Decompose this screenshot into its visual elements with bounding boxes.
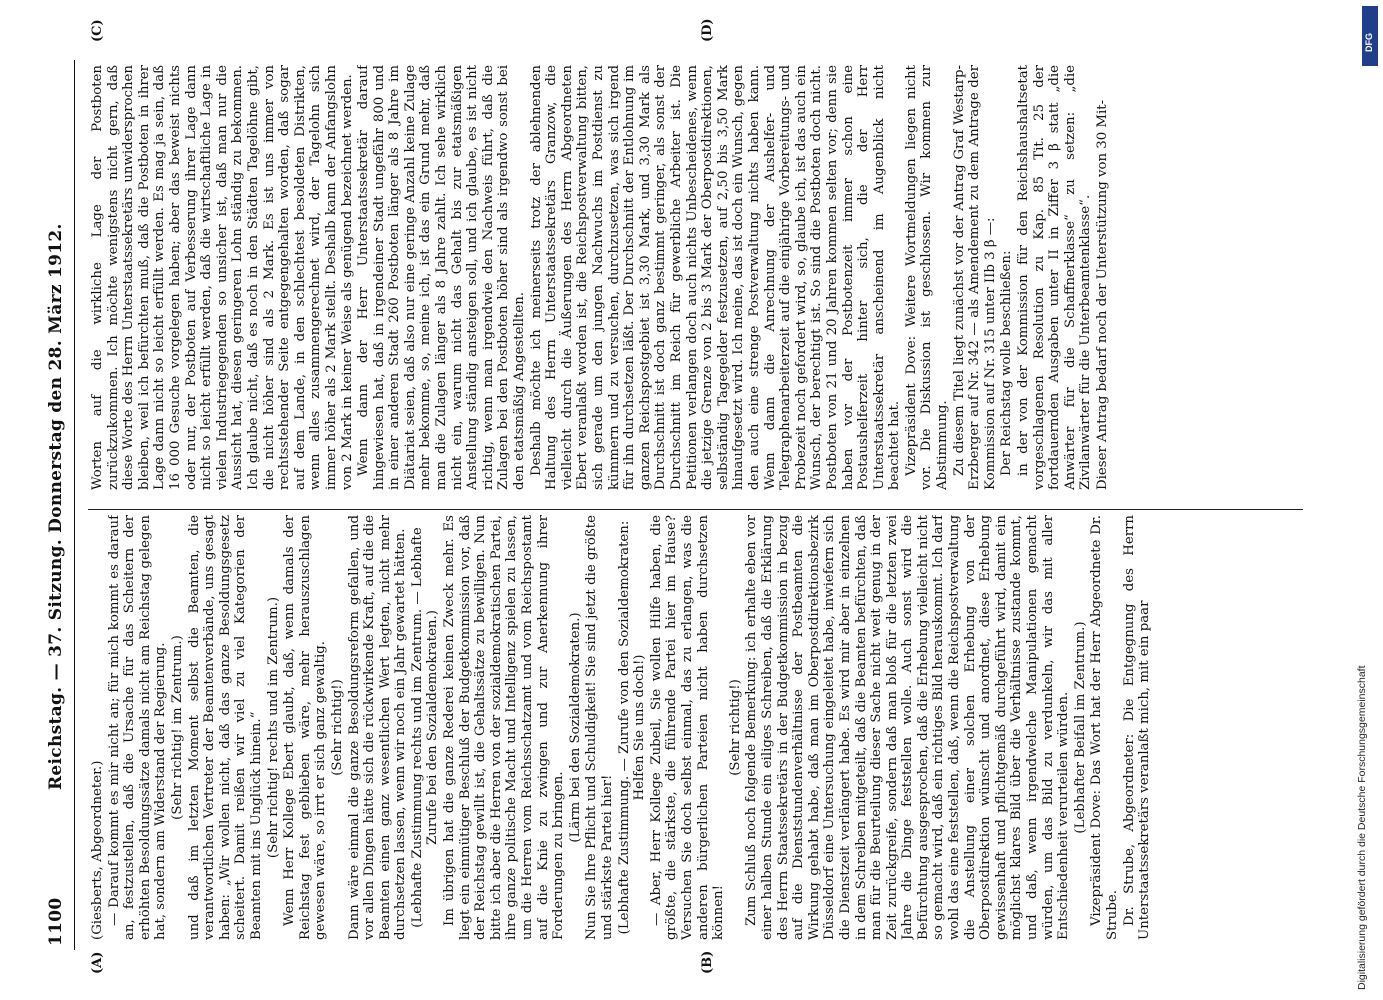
interjection: (Sehr richtig! im Zentrum.) — [169, 635, 185, 820]
paragraph: in der von der Kommission für den Reichshaushaltsetat vorgeschlagenen Resolution zu Kap. 85 Tit. 25 der fortdauernden Ausgaben unter II in Ziffer 3 β statt „die Anwärter für die Schaffnerklasse“ zu setzen: „die Zivilanwärter für die Unterbeamtenklasse“. — [1016, 65, 1094, 490]
paragraph: Wenn dann der Herr Unterstaatssekretär darauf hingewiesen hat, daß in irgendeiner Stadt ungefähr 800 und in einer anderen Stadt 260 Postboten länger als 8 Jahre im Diätariat seien, daß also nur eine geringe Anzahl keine Zulage mehr bekomme, so, meine ich, ist das ein Grund mehr, daß man die Zulagen länger als 8 Jahre zahlt. Ich sehe wirklich nicht ein, warum nicht das Gehalt bis zur etatsmäßigen Anstellung ständig ansteigen soll, und ich glaube, es ist nicht richtig, wenn man irgendwie den Nachweis führt, daß die Zulagen bei den Postboten höher sind als irgendwo sonst bei den etatsmäßig Angestellten. — [356, 65, 528, 490]
text-column-left — [90, 515, 1325, 940]
page-title: Reichstag. — 37. Sitzung. Donnerstag den 28. März 1912. — [46, 223, 66, 790]
interjection: (Lebhafte Zustimmung. — Zurufe von den Sozialdemokraten: Helfen Sie uns doch!) — [616, 520, 648, 935]
paragraph: — Darauf kommt es mir nicht an; für mich kommt es darauf an, festzustellen, daß die Ursache für das Scheitern der erhöhten Besoldungssätze damals nicht am Reichstag gelegen hat, sondern am Widerstand der Regierung. — [106, 515, 169, 940]
paragraph: Worten auf die wirkliche Lage der Postboten zurückzukommen. Ich möchte wenigstens nicht gern, daß diese Worte des Herrn Unterstaatssekretärs unwidersprochen bleiben, weil ich befürchten muß, daß die Postboten in ihrer Lage dann nicht so leicht erfüllt werden. Es mag ja sein, daß 16 000 Gesuche vorgelegen haben; aber das beweist nichts oder nur, der Postboten auf Verbesserung ihrer Lage dann nicht so leicht erfüllt werden, daß die wirtschaftliche Lage in vielen Industriegegenden so unsicher ist, daß man nur die Aussicht hat, diesen geringeren Lohn ständig zu bekommen. Ich glaube nicht, daß es noch in den Städten Tagelöhne gibt, die nicht höher sind als 2 Mark. Es ist uns immer von rechtsstehender Seite entgegengehalten worden, daß sogar auf dem Lande, in den schlechtest besoldeten Distrikten, wenn alles zusammengerechnet wird, der Tagelohn sich immer höher als 2 Mark stellt. Deshalb kann der Anfangslohn von 2 Mark in keiner Weise als genügend bezeichnet werden. — [90, 65, 355, 490]
paragraph: Dr. Strube, Abgeordneter: Die Entgegnung des Herrn Unterstaatssekretärs veranlaßt mich, mit ein paar — [1121, 515, 1153, 940]
paragraph: Dann wäre einmal die ganze Besoldungsreform gefallen, und vor allen Dingen hätte sich die rückwirkende Kraft, auf die die Beamten einen ganz wesentlichen Wert legten, nicht mehr durchsetzen lassen, wenn wir noch ein Jahr gewartet hätten. — [346, 515, 409, 940]
page-number: 1100 — [46, 897, 66, 946]
interjection: (Sehr richtig!) — [329, 679, 345, 776]
interjection: (Sehr richtig! rechts und im Zentrum.) — [265, 596, 281, 859]
dfg-logo-text: DFG — [1364, 33, 1374, 52]
dfg-logo — [1362, 6, 1378, 66]
text-column-right — [90, 65, 1325, 490]
margin-marker-a: (A) — [90, 951, 105, 974]
interjection: (Lebhafte Zustimmung rechts und im Zentrum. — Lebhafte Zurufe bei den Sozialdemokraten.) — [409, 527, 441, 928]
paragraph: Vizepräsident Dove: Das Wort hat der Herr Abgeordnete Dr. Strube. — [1089, 515, 1120, 940]
interjection: (Sehr richtig!) — [727, 679, 743, 776]
margin-marker-b: (B) — [700, 950, 715, 974]
paragraph: Zum Schluß noch folgende Bemerkung: ich erhalte eben vor einer halben Stunde ein eiliges Schreiben, daß die Erklärung des Herrn Staatssekretärs in der Budgetkommission in bezug auf die Dienststundenverhältnisse der Postbeamten die Wirkung gehabt habe, daß man im Oberpostdirektionsbezirk Düsseldorf eine Untersuchung eingeleitet habe, inwiefern sich die Dienstzeit verlängert habe. Es wird mir aber in einzelnen in dem Schreiben mitgeteilt, daß die Beamten befürchten, daß man für die Beurteilung dieser Sache nicht weit genug in der Zeit zurückgreife, sondern daß man bloß für die letzten zwei Jahre die Dinge feststellen wolle. Auch sonst wird die Befürchtung ausgesprochen, daß die Erhebung vielleicht nicht so gemacht wird, daß ein richtiges Bild herauskommt. Ich darf wohl das eine feststellen, daß, wenn die Reichspostverwaltung die Anstellung einer solchen Erhebung von der Oberpostdirektion wünscht und anordnet, diese Erhebung gewissenhaft und pflichtgemäß durchgeführt wird, damit ein möglichst klares Bild über die Verhältnisse zustande kommt, und daß, wenn irgendwelche Manipulationen gemacht würden, um das Bild zu verdunkeln, wir das mit aller Entschiedenheit verurteilen würden. — [744, 515, 1072, 940]
paragraph: Nun Sie Ihre Pflicht und Schuldigkeit! Sie sind jetzt die größte und stärkste Partei hier! — [584, 515, 615, 940]
margin-marker-d: (D) — [700, 18, 715, 42]
column-divider — [88, 509, 1303, 510]
paragraph: Im übrigen hat die ganze Rederei keinen Zweck mehr. Es liegt ein einmütiger Beschluß der Budgetkommission vor, daß der Reichstag gewillt ist, die Gehaltssätze zu bewilligen. Nun bitte ich aber die Herren von der sozialdemokratischen Partei, ihre ganze politische Macht und Intelligenz spielen zu lassen, um die Herren vom Reichsschatzamt und vom Reichspostamt auf die Knie zu zwingen und zur Anerkennung ihrer Forderungen zu bringen. — [442, 515, 567, 940]
paragraph: (Giesberts, Abgeordneter.) — [90, 760, 105, 940]
paragraph: Vizepräsident Dove: Weitere Wortmeldungen liegen nicht vor. Die Diskussion ist geschlossen. Wir kommen zur Abstimmung. — [903, 65, 951, 490]
paragraph: Dieser Antrag bedarf noch der Unterstützung von 30 Mit- — [1095, 99, 1110, 490]
paragraph: und daß im letzten Moment selbst die Beamten, die verantwortlichen Vertreter der Beamtenverbände, uns gesagt haben: „Wir wollen nicht, daß das ganze Besoldungsgesetz scheitert. Damit reißen wir viel zu viel Kategorien der Beamten mit ins Unglück hinein.“ — [186, 515, 264, 940]
paragraph: — Aber, Herr Kollege Zubeil, Sie wollen Hilfe haben, die größte, die stärkste, die führende Partei hier im Hause? Versuchen Sie doch selbst einmal, das zu erlangen, was die anderen bürgerlichen Parteien nicht haben durchsetzen können! — [648, 515, 727, 940]
funding-notice: Digitalisierung gefördert durch die Deutsche Forschungsgemeinschaft — [1356, 665, 1368, 990]
paragraph: Der Reichstag wolle beschließen: — [999, 250, 1015, 476]
paragraph: Wenn Herr Kollege Ebert glaubt, daß, wenn damals der Reichstag fest geblieben wäre, mehr herauszuschlagen gewesen wäre, so irrt er sich ganz gewaltig. — [282, 515, 329, 940]
margin-marker-c: (C) — [90, 19, 105, 42]
paragraph: Deshalb möchte ich meinerseits trotz der ablehnenden Haltung des Herrn Unterstaatssekretärs Granzow, die vielleicht durch die Äußerungen des Herrn Abgeordneten Ebert veranlaßt worden ist, die Reichspostverwaltung bitten, sich gerade um den jungen Nachwuchs im Postdienst zu kümmern und zu versuchen, durchzusetzen, was sich irgend für ihn durchsetzen läßt. Der Durchschnitt der Entlohnung im ganzen Reichspostgebiet ist 3,30 Mark, und 3,30 Mark als Durchschnitt ist doch ganz bestimmt geringer, als sonst der Durchschnitt im Reich für gewerbliche Arbeiter ist. Die Petitionen verlangen doch auch nichts Unbescheidenes, wenn die jetzige Grenze von 2 bis 3 Mark der Oberpostdirektionen, selbständig Tagegelder festzusetzen, auf 2,50 bis 3,50 Mark hinaufgesetzt wird. Ich meine, das ist doch ein Wunsch, gegen den auch eine strenge Postverwaltung nichts haben kann. Wenn dann die Anrechnung der Aushelfer- und Telegraphenarbeiterzeit auf die einjährige Vorbereitungs- und Probezeit noch gefordert wird, so, glaube ich, ist das auch ein Wunsch, der berechtigt ist. So sind die Postboten doch nicht. Postboten von 21 und 20 Jahren kommen selten vor; denn sie haben vor der Postbotenzeit immer schon eine Postaushelferzeit hinter sich, die der Herr Unterstaatssekretär anscheinend im Augenblick nicht beachtet hat. — [528, 65, 903, 490]
page-header — [40, 60, 75, 950]
side-notice — [1356, 70, 1376, 990]
interjection: (Lärm bei den Sozialdemokraten.) — [567, 612, 583, 843]
paragraph: Zu diesem Titel liegt zunächst vor der Antrag Graf Westarp-Erzberger auf Nr. 342 — als Amendement zu dem Antrage der Kommission auf Nr. 315 unter IIb 3 β —: — [951, 65, 998, 490]
interjection: (Lebhafter Beifall im Zentrum.) — [1072, 621, 1088, 834]
